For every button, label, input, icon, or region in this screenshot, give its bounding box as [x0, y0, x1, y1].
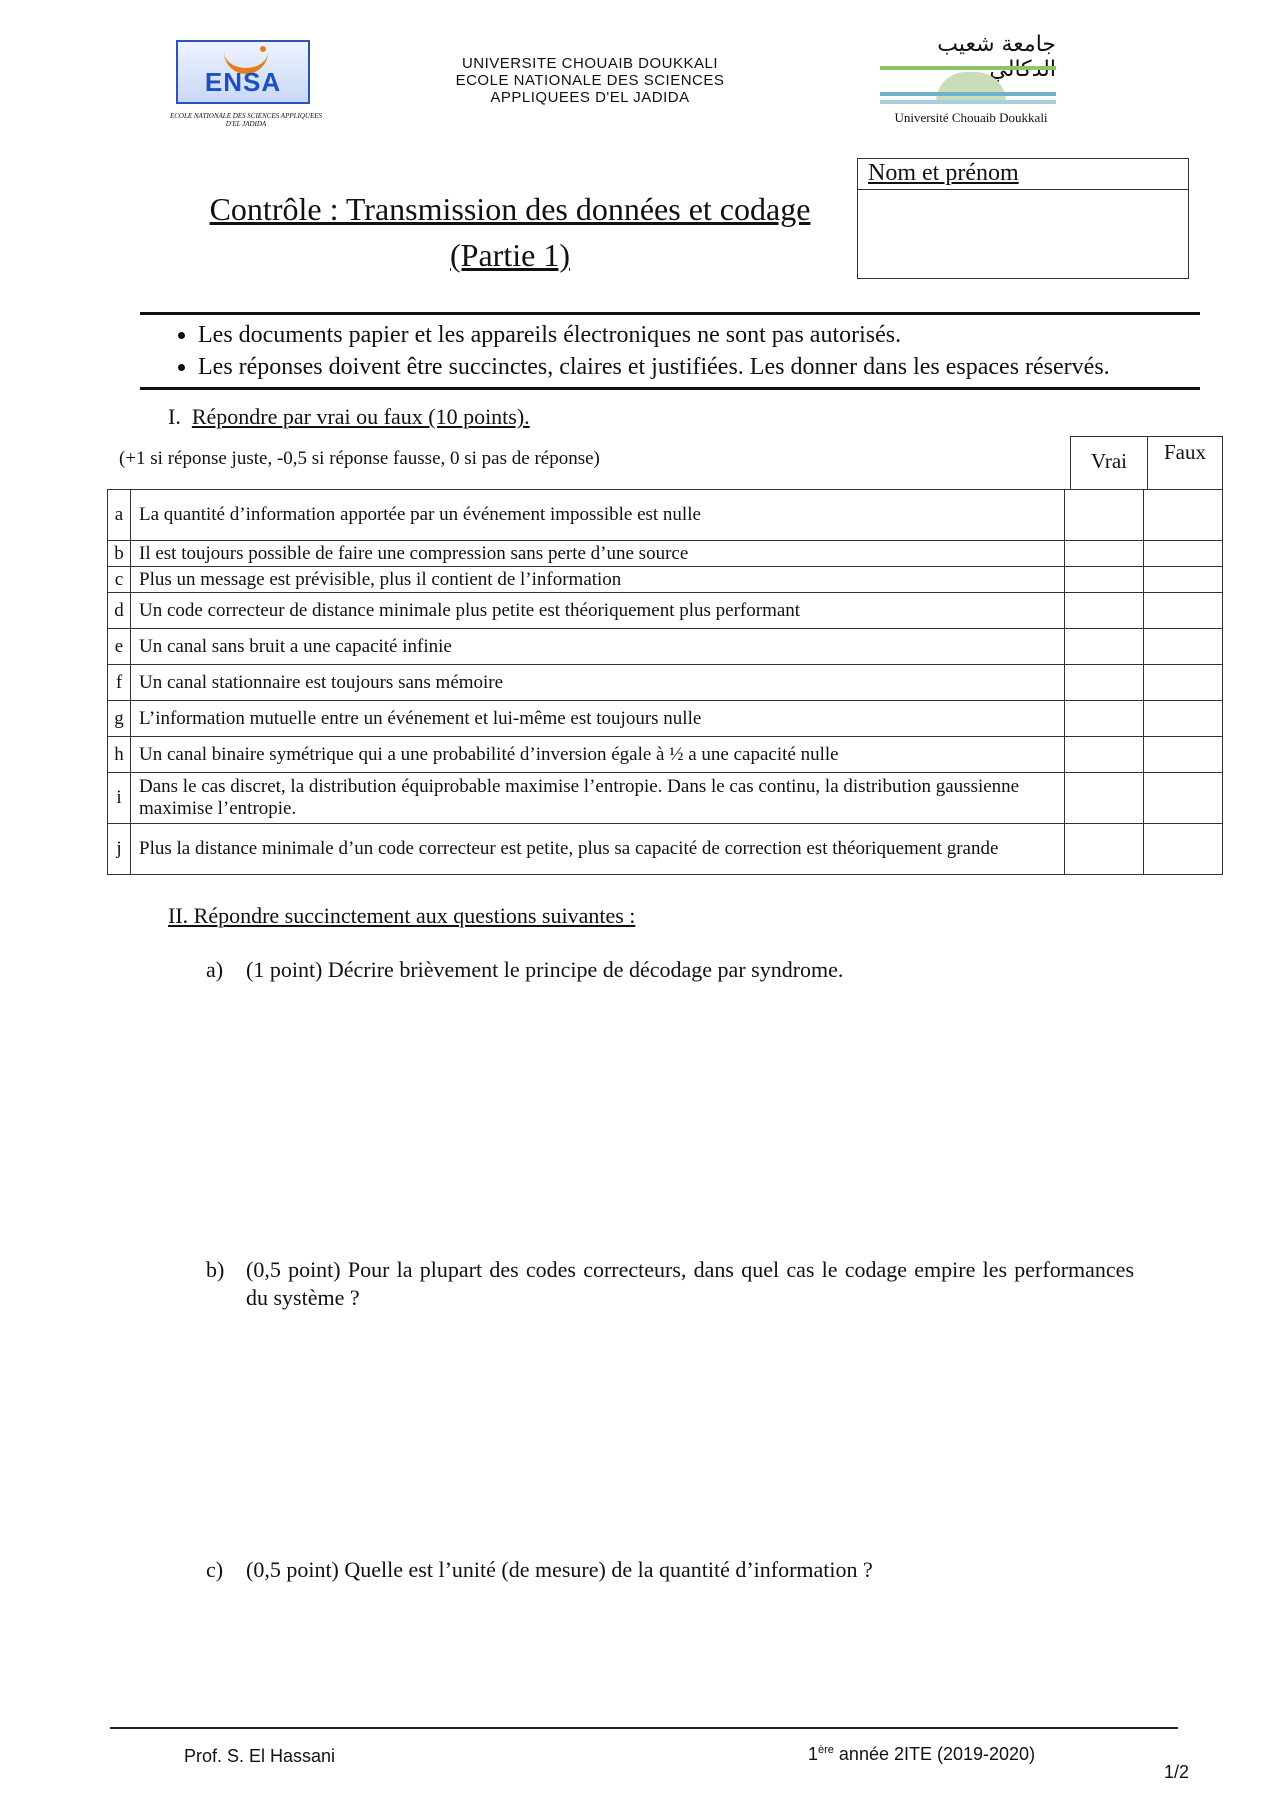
- section-2-title: II. Répondre succinctement aux questions suivantes :: [168, 903, 636, 928]
- answer-true-box[interactable]: [1065, 567, 1144, 593]
- item-statement: Dans le cas discret, la distribution équiprobable maximise l’entropie. Dans le cas continu, la distribution gaussienne maximise l’entropie.: [131, 773, 1065, 824]
- footer-year-num: 1: [808, 1744, 819, 1764]
- exam-rules: [140, 312, 1200, 390]
- item-statement: Un canal binaire symétrique qui a une probabilité d’inversion égale à ½ a une capacité nulle: [131, 737, 1065, 773]
- question-label: c): [206, 1557, 224, 1582]
- ucd-logo: [876, 30, 1066, 130]
- question-a: [206, 956, 1126, 984]
- table-row: [108, 701, 1223, 737]
- table-row: [108, 541, 1223, 567]
- divider: [140, 312, 1200, 315]
- table-row: [108, 567, 1223, 593]
- name-box-label: Nom et prénom: [868, 160, 1019, 186]
- answer-true-box[interactable]: [1065, 773, 1144, 824]
- item-statement: Plus la distance minimale d’un code correcteur est petite, plus sa capacité de correction est théoriquement grande: [131, 824, 1065, 875]
- institution-line: ECOLE NATIONALE DES SCIENCES: [455, 72, 725, 89]
- item-letter: b: [108, 541, 131, 567]
- logo-stripe: [880, 92, 1056, 96]
- item-statement: L’information mutuelle entre un événement et lui-même est toujours nulle: [131, 701, 1065, 737]
- item-letter: c: [108, 567, 131, 593]
- scoring-note: (+1 si réponse juste, -0,5 si réponse fausse, 0 si pas de réponse): [119, 448, 600, 469]
- column-false: Faux: [1147, 436, 1223, 490]
- section-1-heading: [168, 404, 530, 430]
- logo-stripe: [880, 100, 1056, 104]
- answer-false-box[interactable]: [1144, 824, 1223, 875]
- question-c: [206, 1556, 1126, 1584]
- ucd-logo-name: Université Chouaib Doukkali: [894, 110, 1048, 125]
- answer-false-box[interactable]: [1144, 773, 1223, 824]
- true-false-table: [107, 489, 1223, 875]
- answer-false-box[interactable]: [1144, 541, 1223, 567]
- answer-false-box[interactable]: [1144, 490, 1223, 541]
- answer-true-box[interactable]: [1065, 490, 1144, 541]
- answer-false-box[interactable]: [1144, 665, 1223, 701]
- table-row: [108, 593, 1223, 629]
- title-line-2: (Partie 1): [450, 237, 570, 273]
- table-row: [108, 490, 1223, 541]
- item-statement: Un canal sans bruit a une capacité infinie: [131, 629, 1065, 665]
- page-number: 1/2: [1164, 1762, 1190, 1782]
- table-row: [108, 773, 1223, 824]
- answer-false-box[interactable]: [1144, 629, 1223, 665]
- question-text: (1 point) Décrire brièvement le principe de décodage par syndrome.: [246, 957, 844, 982]
- institution-line: APPLIQUEES D'EL JADIDA: [490, 89, 690, 106]
- footer-year-sup: ère: [818, 1744, 834, 1756]
- item-letter: g: [108, 701, 131, 737]
- ensa-logo-text: ENSA: [204, 67, 282, 97]
- question-label: a): [206, 957, 224, 982]
- section-1-number: I.: [168, 404, 181, 429]
- ensa-logo-subtitle: ECOLE NATIONALE DES SCIENCES APPLIQUEES D'EL JADIDA: [169, 112, 323, 128]
- footer-author: Prof. S. El Hassani: [184, 1746, 336, 1766]
- institution-line: UNIVERSITE CHOUAIB DOUKKALI: [461, 55, 719, 72]
- answer-false-box[interactable]: [1144, 567, 1223, 593]
- institution-name: [400, 55, 780, 106]
- table-row: [108, 824, 1223, 875]
- item-letter: e: [108, 629, 131, 665]
- answer-false-box[interactable]: [1144, 737, 1223, 773]
- answer-true-box[interactable]: [1065, 593, 1144, 629]
- page-title: [160, 186, 860, 278]
- table-row: [108, 629, 1223, 665]
- item-letter: j: [108, 824, 131, 875]
- item-statement: Il est toujours possible de faire une compression sans perte d’une source: [131, 541, 1065, 567]
- answer-false-box[interactable]: [1144, 701, 1223, 737]
- question-text: (0,5 point) Quelle est l’unité (de mesure) de la quantité d’information ?: [246, 1557, 873, 1582]
- question-b: [206, 1256, 1134, 1312]
- ucd-logo-arabic: جامعة شعيب: [937, 32, 1056, 57]
- item-statement: Un code correcteur de distance minimale plus petite est théoriquement plus performant: [131, 593, 1065, 629]
- item-statement: La quantité d’information apportée par un événement impossible est nulle: [131, 490, 1065, 541]
- item-letter: f: [108, 665, 131, 701]
- logo-stripe: [880, 66, 1056, 70]
- footer-divider: [110, 1727, 1178, 1729]
- item-statement: Plus un message est prévisible, plus il contient de l’information: [131, 567, 1065, 593]
- divider: [140, 387, 1200, 390]
- name-box[interactable]: [857, 158, 1189, 279]
- answer-true-box[interactable]: [1065, 824, 1144, 875]
- footer-year-rest: année 2ITE (2019-2020): [833, 1744, 1036, 1764]
- rule-item: • Les documents papier et les appareils électroniques ne sont pas autorisés.: [198, 319, 1200, 351]
- title-line-1: Contrôle : Transmission des données et codage: [209, 191, 811, 227]
- ensa-logo: [176, 40, 310, 104]
- table-row: [108, 737, 1223, 773]
- column-true: Vrai: [1070, 436, 1148, 490]
- table-row: [108, 665, 1223, 701]
- section-1-title: Répondre par vrai ou faux (10 points).: [191, 404, 530, 429]
- logo-dot-icon: [260, 46, 266, 52]
- item-statement: Un canal stationnaire est toujours sans mémoire: [131, 665, 1065, 701]
- answer-false-box[interactable]: [1144, 593, 1223, 629]
- item-letter: a: [108, 490, 131, 541]
- true-false-header: [107, 436, 1223, 490]
- answer-true-box[interactable]: [1065, 665, 1144, 701]
- answer-true-box[interactable]: [1065, 541, 1144, 567]
- answer-true-box[interactable]: [1065, 701, 1144, 737]
- item-letter: i: [108, 773, 131, 824]
- answer-true-box[interactable]: [1065, 737, 1144, 773]
- item-letter: h: [108, 737, 131, 773]
- question-label: b): [206, 1257, 225, 1282]
- answer-true-box[interactable]: [1065, 629, 1144, 665]
- footer-year: [808, 1744, 1035, 1765]
- question-text: (0,5 point) Pour la plupart des codes correcteurs, dans quel cas le codage empire les performances du système ?: [246, 1257, 1134, 1310]
- rule-item: • Les réponses doivent être succinctes, claires et justifiées. Les donner dans les espaces réservés.: [198, 351, 1200, 383]
- item-letter: d: [108, 593, 131, 629]
